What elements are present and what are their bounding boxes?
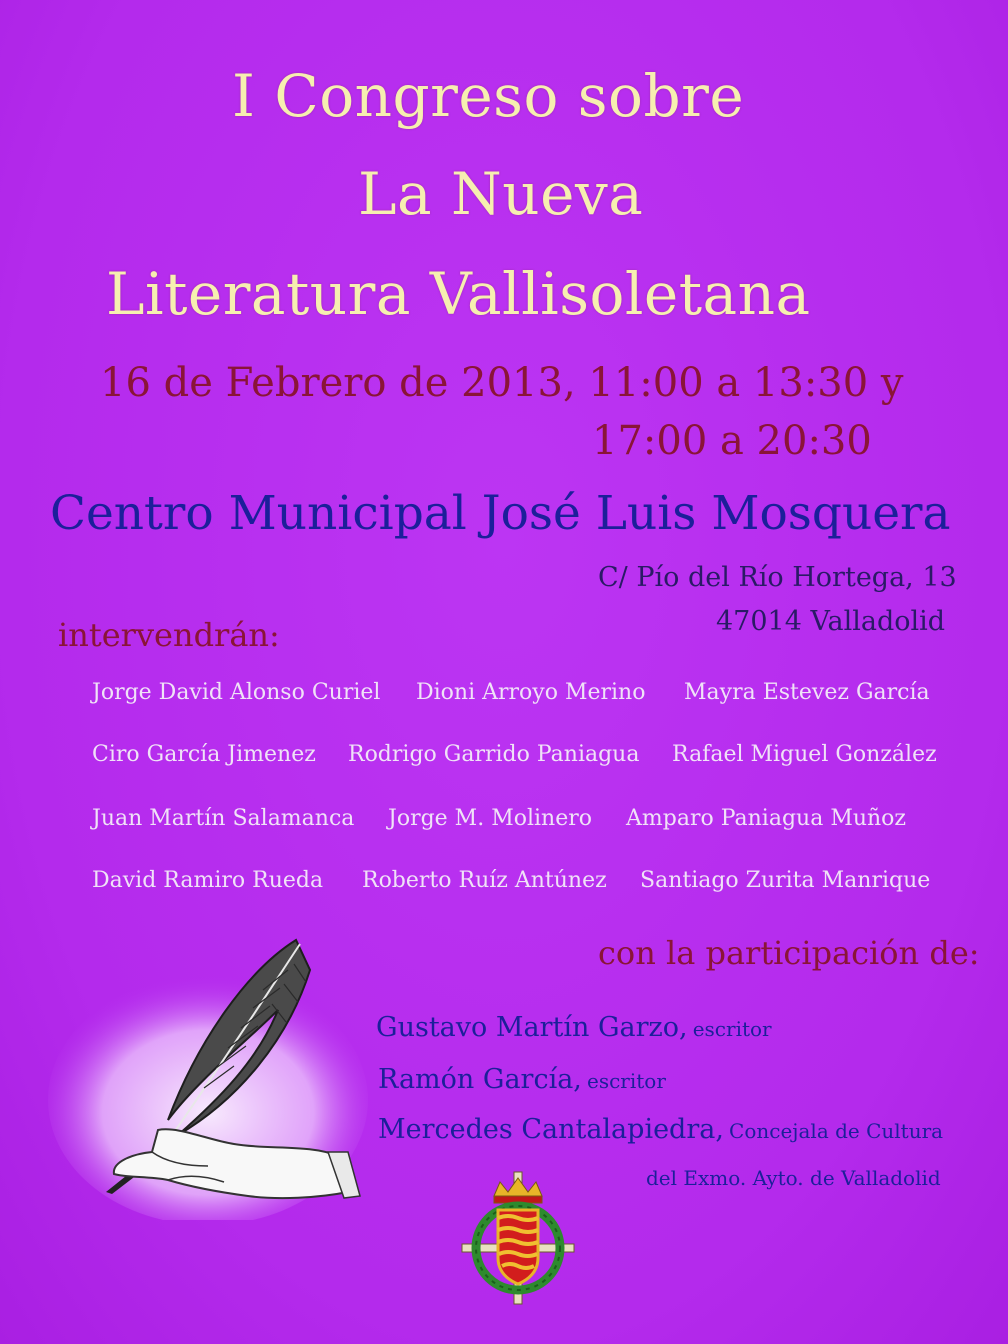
venue-street: C/ Pío del Río Hortega, 13: [598, 562, 957, 593]
speaker-name: Amparo Paniagua Muñoz: [626, 806, 907, 831]
guest-1: [376, 1012, 772, 1043]
guest-role-continuation: del Exmo. Ayto. de Valladolid: [646, 1166, 941, 1190]
venue-city: 47014 Valladolid: [716, 606, 946, 637]
venue-name: Centro Municipal José Luis Mosquera: [50, 486, 951, 541]
participation-heading: con la participación de:: [598, 934, 980, 972]
title-line-3: Literatura Vallisoletana: [106, 260, 811, 328]
guest-name: Gustavo Martín Garzo,: [376, 1012, 688, 1043]
guest-name: Mercedes Cantalapiedra,: [378, 1114, 724, 1145]
speaker-name: David Ramiro Rueda: [92, 868, 324, 893]
valladolid-coat-of-arms-icon: [458, 1168, 578, 1308]
quill-hand-icon: [48, 930, 378, 1220]
guest-role: Concejala de Cultura: [729, 1119, 944, 1143]
speaker-name: Juan Martín Salamanca: [92, 806, 355, 831]
guest-3: [378, 1114, 943, 1145]
guest-name: Ramón García,: [378, 1064, 582, 1095]
title-line-2: La Nueva: [358, 160, 644, 228]
speaker-name: Dioni Arroyo Merino: [416, 680, 646, 705]
guest-role: escritor: [692, 1017, 772, 1041]
title-line-1: I Congreso sobre: [232, 62, 745, 130]
speaker-name: Mayra Estevez García: [684, 680, 930, 705]
guest-role: escritor: [586, 1069, 666, 1093]
date-line-2: 17:00 a 20:30: [592, 418, 872, 464]
speaker-name: Jorge M. Molinero: [388, 806, 592, 831]
speaker-name: Rodrigo Garrido Paniagua: [348, 742, 640, 767]
speaker-name: Rafael Miguel González: [672, 742, 937, 767]
guest-2: [378, 1064, 666, 1095]
speaker-name: Ciro García Jimenez: [92, 742, 316, 767]
date-line-1: 16 de Febrero de 2013, 11:00 a 13:30 y: [100, 360, 904, 406]
speaker-name: Roberto Ruíz Antúnez: [362, 868, 607, 893]
speaker-name: Santiago Zurita Manrique: [640, 868, 931, 893]
speaker-name: Jorge David Alonso Curiel: [92, 680, 381, 705]
speakers-heading: intervendrán:: [58, 616, 280, 654]
